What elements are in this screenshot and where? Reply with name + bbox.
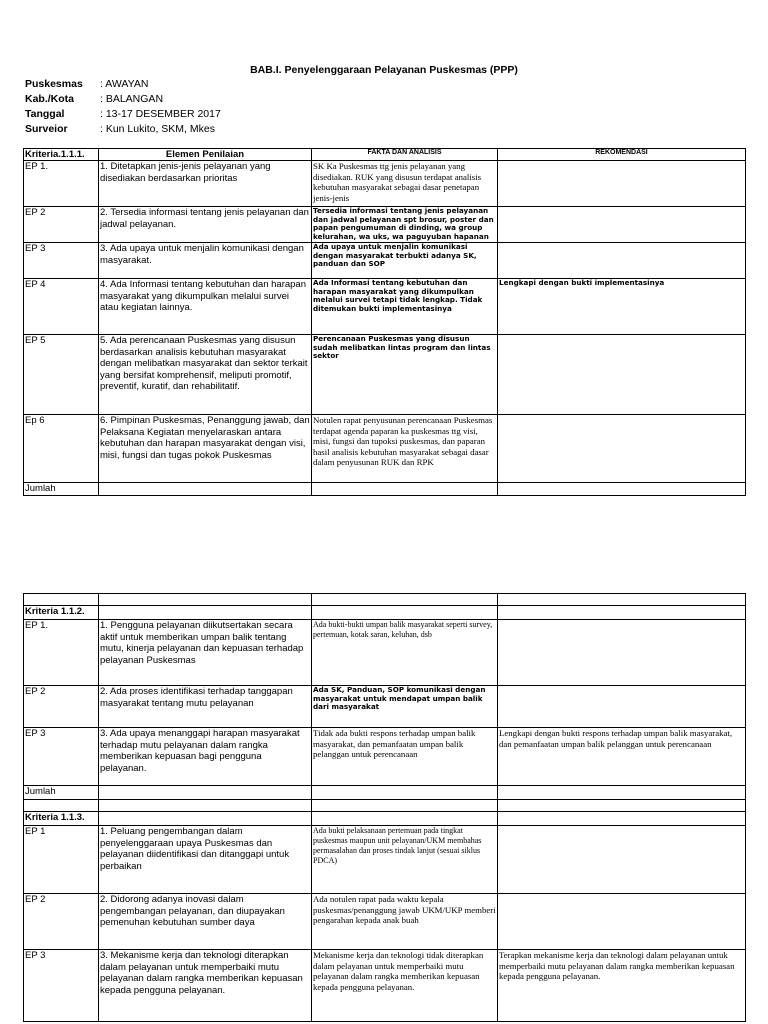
- elemen-cell: 2. Didorong adanya inovasi dalam pengembangan pelayanan, dan diupayakan pemenuhan kebutuhan sumber daya: [99, 894, 312, 950]
- kriteria-title-row: [24, 812, 746, 826]
- elemen-cell: 2. Ada proses identifikasi terhadap tanggapan masyarakat tentang mutu pelayanan: [99, 686, 312, 728]
- header-rekomendasi: REKOMENDASI: [498, 149, 746, 161]
- jumlah-row: [24, 483, 746, 496]
- empty-cell: [498, 812, 746, 826]
- table-kriteria-111: [23, 148, 746, 496]
- fakta-cell: Ada upaya untuk menjalin komunikasi dengan masyarakat terbukti adanya SK, panduan dan SOP: [312, 243, 498, 279]
- meta-row-kabkota: [25, 92, 221, 107]
- ep-cell: Ep 6: [24, 415, 99, 483]
- empty-cell: [99, 594, 312, 606]
- rekomendasi-cell: [498, 335, 746, 415]
- fakta-cell: Ada bukti-bukti umpan balik masyarakat seperti survey, pertemuan, kotak saran, keluhan, dsb: [312, 620, 498, 686]
- meta-value: : 13-17 DESEMBER 2017: [100, 108, 221, 120]
- empty-cell: [99, 800, 312, 812]
- header-fakta: FAKTA DAN ANALISIS: [312, 149, 498, 161]
- meta-label: Kab./Kota: [25, 93, 75, 105]
- table-header-row: [24, 149, 746, 161]
- table-row: [24, 279, 746, 335]
- meta-row-puskesmas: [25, 77, 221, 92]
- ep-cell: EP 4: [24, 279, 99, 335]
- elemen-cell: 1. Peluang pengembangan dalam penyelenggaraan upaya Puskesmas dan pelayanan diidentifikasi dan ditanggapi untuk perbaikan: [99, 826, 312, 894]
- fakta-cell: [312, 207, 498, 243]
- fakta-cell: Ada notulen rapat pada waktu kepala puskesmas/penanggung jawab UKM/UKP memberi pengarahan kepada anak buah: [312, 894, 498, 950]
- fakta-cell: [312, 415, 498, 483]
- ep-cell: EP 3: [24, 243, 99, 279]
- table-row: [24, 207, 746, 243]
- ep-cell: EP 1.: [24, 620, 99, 686]
- fakta-cell: Mekanisme kerja dan teknologi tidak diterapkan dalam pelayanan untuk memperbaiki mutu pelayanan dalam rangka memberikan kepuasan kepada pengguna pelayanan.: [312, 950, 498, 1022]
- empty-cell: [312, 786, 498, 800]
- ep-cell: EP 3: [24, 728, 99, 786]
- table-row: [24, 335, 746, 415]
- empty-cell: [312, 800, 498, 812]
- elemen-cell: 2. Tersedia informasi tentang jenis pelayanan dan jadwal pelayanan.: [99, 207, 312, 243]
- ep-cell: EP 2: [24, 207, 99, 243]
- elemen-cell: 4. Ada Informasi tentang kebutuhan dan harapan masyarakat yang dikumpulkan melalui survei atau kegiatan lainnya.: [99, 279, 312, 335]
- document-title: BAB.I. Penyelenggaraan Pelayanan Puskesmas (PPP): [250, 64, 518, 76]
- table-row: [24, 894, 746, 950]
- elemen-cell: 3. Ada upaya untuk menjalin komunikasi dengan masyarakat.: [99, 243, 312, 279]
- elemen-cell: 3. Ada upaya menanggapi harapan masyarakat terhadap mutu pelayanan dalam rangka memberikan kepuasan bagi pengguna pelayanan.: [99, 728, 312, 786]
- meta-row-tanggal: [25, 107, 221, 122]
- header-kriteria: Kriteria.1.1.1.: [24, 149, 99, 161]
- fakta-cell: [312, 161, 498, 207]
- ep-cell: EP 1.: [24, 161, 99, 207]
- rekomendasi-cell: [498, 243, 746, 279]
- kriteria-title: Kriteria 1.1.2.: [24, 606, 99, 620]
- ep-cell: EP 1: [24, 826, 99, 894]
- table-kriteria-112-113: [23, 593, 746, 1022]
- empty-cell: [312, 594, 498, 606]
- empty-cell: [498, 606, 746, 620]
- meta-row-surveior: [25, 122, 221, 137]
- empty-cell: [312, 483, 498, 496]
- fakta-cell: Tidak ada bukti respons terhadap umpan balik masyarakat, dan pemanfaatan umpan balik pelanggan untuk perencanaan: [312, 728, 498, 786]
- empty-cell: [498, 786, 746, 800]
- ep-cell: EP 2: [24, 686, 99, 728]
- jumlah-label: Jumlah: [24, 483, 99, 496]
- kriteria-title: Kriteria 1.1.3.: [24, 812, 99, 826]
- kriteria-title-row: [24, 606, 746, 620]
- empty-cell: [99, 812, 312, 826]
- spacer-row: [24, 800, 746, 812]
- empty-cell: [99, 606, 312, 620]
- meta-value: : AWAYAN: [100, 78, 149, 90]
- empty-cell: [312, 812, 498, 826]
- empty-cell: [99, 786, 312, 800]
- table-row: [24, 243, 746, 279]
- jumlah-row: [24, 786, 746, 800]
- fakta-text: Tersedia informasi tentang jenis pelayanan dan jadwal pelayanan spt brosur, poster dan papan pengumuman di dinding, wa group kelurahan, wa uks, wa paguyuban hapanan: [313, 207, 494, 241]
- fakta-cell: Ada Informasi tentang kebutuhan dan harapan masyarakat yang dikumpulkan melalui survei tetapi tidak lengkap. Tidak ditemukan bukti implementasinya: [312, 279, 498, 335]
- empty-cell: [24, 800, 99, 812]
- header-elemen: Elemen Penilaian: [99, 149, 312, 161]
- meta-label: Surveior: [25, 123, 68, 135]
- fakta-text: Notulen rapat penyusunan perencanaan Puskesmas terdapat agenda paparan ka puskesmas ttg visi, misi, fungsi dan tupoksi puskesmas, dan paparan hasil analisis kebutuhan masyarakat sebagai dasar dalam penyusunan RUK dan RPK: [313, 415, 493, 467]
- elemen-cell: 1. Ditetapkan jenis-jenis pelayanan yang disediakan berdasarkan prioritas: [99, 161, 312, 207]
- empty-cell: [498, 594, 746, 606]
- table-row: [24, 950, 746, 1022]
- table-row: [24, 728, 746, 786]
- rekomendasi-cell: Lengkapi dengan bukti implementasinya: [498, 279, 746, 335]
- meta-value: : Kun Lukito, SKM, Mkes: [100, 123, 215, 135]
- rekomendasi-cell: [498, 686, 746, 728]
- ep-cell: EP 3: [24, 950, 99, 1022]
- meta-block: [25, 77, 221, 137]
- rekomendasi-cell: [498, 207, 746, 243]
- empty-cell: [99, 483, 312, 496]
- rekomendasi-cell: [498, 620, 746, 686]
- rekomendasi-cell: Terapkan mekanisme kerja dan teknologi dalam pelayanan untuk memperbaiki mutu pelayanan dalam rangka memberikan kepuasan kepada pengguna pelayanan.: [498, 950, 746, 1022]
- table-row: [24, 620, 746, 686]
- fakta-cell: Perencanaan Puskesmas yang disusun sudah melibatkan lintas program dan lintas sektor: [312, 335, 498, 415]
- meta-label: Puskesmas: [25, 78, 83, 90]
- rekomendasi-cell: [498, 161, 746, 207]
- empty-cell: [498, 800, 746, 812]
- fakta-cell: Ada bukti pelaksanaan pertemuan pada tingkat puskesmas maupun unit pelayanan/UKM membahas permasalahan dan proses tindak lanjut (sesuai siklus PDCA): [312, 826, 498, 894]
- elemen-cell: 5. Ada perencanaan Puskesmas yang disusun berdasarkan analisis kebutuhan masyarakat dengan melibatkan masyarakat dan sektor terkait yang bersifat komprehensif, meliputi promotif, preventif, kuratif, dan rehabilitatif.: [99, 335, 312, 415]
- elemen-cell: 1. Pengguna pelayanan diikutsertakan secara aktif untuk memberikan umpan balik tentang mutu, kinerja pelayanan dan kepuasan terhadap pelayanan Puskesmas: [99, 620, 312, 686]
- ep-cell: EP 5: [24, 335, 99, 415]
- fakta-text: SK Ka Puskesmas ttg jenis pelayanan yang disediakan. RUK yang disusun terdapat analisis kebutuhan masyarakat sebagai dasar penetapan jenis-jenis: [313, 161, 482, 203]
- meta-value: : BALANGAN: [100, 93, 164, 105]
- empty-cell: [24, 594, 99, 606]
- rekomendasi-cell: Lengkapi dengan bukti respons terhadap umpan balik masyarakat, dan pemanfaatan umpan balik pelanggan untuk perencanaan: [498, 728, 746, 786]
- fakta-cell: Ada SK, Panduan, SOP komunikasi dengan masyarakat untuk mendapat umpan balik dari masyarakat: [312, 686, 498, 728]
- empty-cell: [498, 483, 746, 496]
- elemen-cell: 3. Mekanisme kerja dan teknologi diterapkan dalam pelayanan untuk memperbaiki mutu pelayanan dalam rangka memberikan kepuasan kepada pengguna pelayanan.: [99, 950, 312, 1022]
- spacer-row: [24, 594, 746, 606]
- table-row: [24, 686, 746, 728]
- empty-cell: [312, 606, 498, 620]
- ep-cell: EP 2: [24, 894, 99, 950]
- table-row: [24, 161, 746, 207]
- meta-label: Tanggal: [25, 108, 65, 120]
- rekomendasi-cell: [498, 894, 746, 950]
- rekomendasi-cell: [498, 826, 746, 894]
- rekomendasi-cell: [498, 415, 746, 483]
- jumlah-label: Jumlah: [24, 786, 99, 800]
- elemen-cell: 6. Pimpinan Puskesmas, Penanggung jawab, dan Pelaksana Kegiatan menyelaraskan antara kebutuhan dan harapan masyarakat dengan visi, misi, fungsi dan tugas pokok Puskesmas: [99, 415, 312, 483]
- table-row: [24, 415, 746, 483]
- table-row: [24, 826, 746, 894]
